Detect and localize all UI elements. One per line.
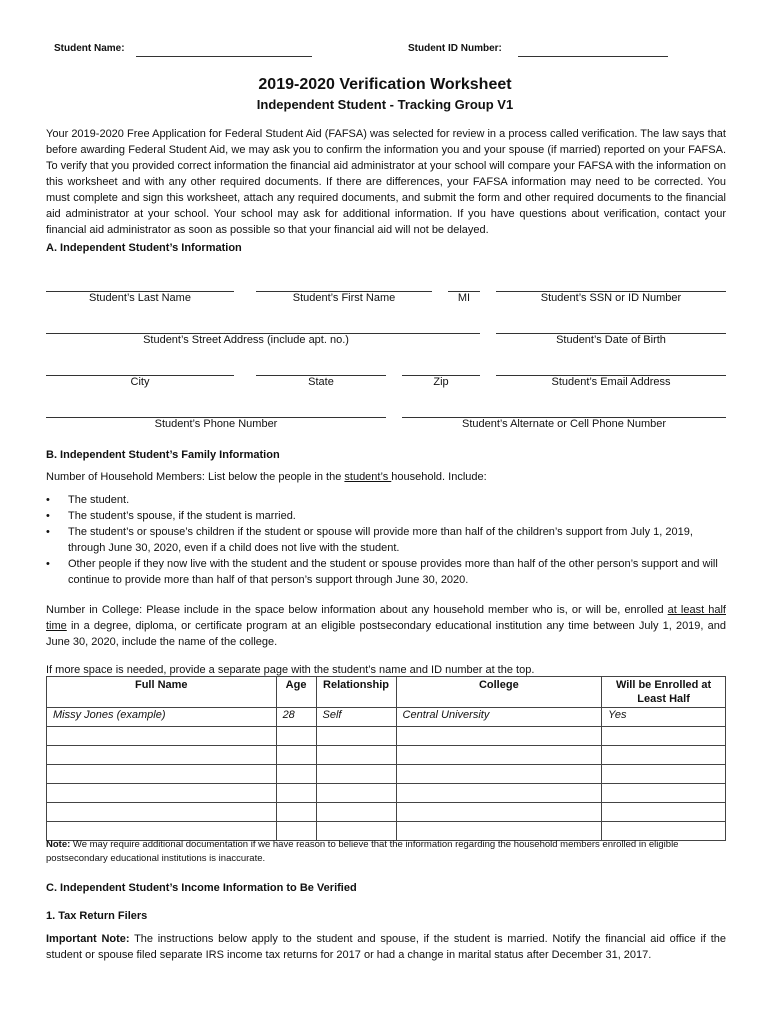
cell-college[interactable]: Central University: [396, 708, 602, 727]
student-name-field[interactable]: [136, 56, 312, 57]
col-age: Age: [276, 677, 316, 708]
college-text-end: in a degree, diploma, or certificate program at an eligible postsecondary educational institution any time between July 1, 2019, and June 30, 2020, include the name of the college.: [46, 620, 726, 648]
cell-relationship[interactable]: [316, 746, 396, 765]
tax-return-filers-heading: 1. Tax Return Filers: [46, 910, 148, 922]
col-relationship: Relationship: [316, 677, 396, 708]
cell-full-name[interactable]: [47, 765, 277, 784]
college-emphasis: at least half time: [46, 604, 726, 632]
state-label: State: [308, 376, 334, 388]
cell-college[interactable]: [396, 727, 602, 746]
cell-age[interactable]: 28: [276, 708, 316, 727]
cell-enrolled[interactable]: [602, 746, 726, 765]
cell-college[interactable]: [396, 784, 602, 803]
list-item: • Other people if they now live with the student and the student or spouse provides more than half of the other person’s support and will continue to provide more than half of that person’s support through June 30, 2020.: [46, 556, 726, 588]
important-note: [46, 931, 726, 963]
household-intro: [46, 471, 726, 483]
last-name-label: Student’s Last Name: [89, 292, 191, 304]
student-id-field[interactable]: [518, 56, 668, 57]
cell-college[interactable]: [396, 803, 602, 822]
important-note-label: Important Note:: [46, 933, 130, 945]
table-row: [47, 727, 726, 746]
phone-label: Student’s Phone Number: [154, 418, 278, 430]
note-label: Note:: [46, 839, 71, 850]
household-intro-text-end: household. Include:: [391, 471, 487, 483]
list-item: • The student’s spouse, if the student is married.: [46, 508, 726, 524]
intro-paragraph: Your 2019-2020 Free Application for Federal Student Aid (FAFSA) was selected for review in a process called verification. The law says that before awarding Federal Student Aid, we may ask you to confirm the information you and your spouse (if married) reported on your FAFSA. To verify that you provided correct information the financial aid administrator at your school will compare your FAFSA with the information on this worksheet and with any other required documents. If there are differences, your FAFSA information may need to be corrected. You must complete and sign this worksheet, attach any required documents, and submit the form and other required documents to the financial aid administrator at your school. Your school may ask for additional information. If you have questions about verification, contact your financial aid administrator as soon as possible so that your financial aid will not be delayed.: [46, 128, 726, 236]
cell-relationship[interactable]: [316, 803, 396, 822]
cell-age[interactable]: [276, 784, 316, 803]
col-college: College: [396, 677, 602, 708]
table-row: [47, 803, 726, 822]
college-text: Number in College: Please include in the space below information about any household member who is, or will be, enrolled: [46, 604, 668, 616]
cell-enrolled[interactable]: [602, 727, 726, 746]
important-note-text: The instructions below apply to the student and spouse, if the student is married. Notify the financial aid office if the student or spouse filed separate IRS income tax returns for 2017 or had a change in marital status after December 31, 2017.: [46, 933, 726, 961]
cell-full-name[interactable]: Missy Jones (example): [47, 708, 277, 727]
cell-relationship[interactable]: [316, 727, 396, 746]
cell-college[interactable]: [396, 746, 602, 765]
cell-full-name[interactable]: [47, 746, 277, 765]
street-address-label: Student’s Street Address (include apt. no.): [143, 334, 349, 346]
list-item: • The student’s or spouse’s children if the student or spouse will provide more than half of the children’s support from July 1, 2019, through June 30, 2020, even if a child does not live with the student.: [46, 524, 726, 556]
cell-enrolled[interactable]: [602, 803, 726, 822]
student-name-label: Student Name:: [54, 43, 125, 54]
cell-relationship[interactable]: [316, 784, 396, 803]
cell-full-name[interactable]: [47, 803, 277, 822]
cell-relationship[interactable]: [316, 765, 396, 784]
email-label: Student’s Email Address: [551, 376, 671, 388]
cell-full-name[interactable]: [47, 727, 277, 746]
section-a-heading: A. Independent Student’s Information: [46, 242, 242, 254]
section-b-heading: B. Independent Student’s Family Information: [46, 449, 280, 461]
household-intro-text: Number of Household Members: List below the people in the: [46, 471, 345, 483]
dob-label: Student’s Date of Birth: [556, 334, 666, 346]
page-subtitle: Independent Student - Tracking Group V1: [256, 97, 514, 112]
note-text: We may require additional documentation if we have reason to believe that the information regarding the household members enrolled in eligible postsecondary educational institutions is inaccurate.: [46, 839, 679, 864]
household-bullet-list: [46, 492, 726, 588]
table-header-row: [47, 677, 726, 708]
col-full-name: Full Name: [47, 677, 277, 708]
list-item: • The student.: [46, 492, 726, 508]
cell-enrolled[interactable]: [602, 765, 726, 784]
alt-phone-label: Student’s Alternate or Cell Phone Number: [461, 418, 667, 430]
cell-college[interactable]: [396, 765, 602, 784]
cell-age[interactable]: [276, 746, 316, 765]
more-space-note: If more space is needed, provide a separate page with the student’s name and ID number at the top.: [46, 664, 535, 676]
section-c-heading: C. Independent Student’s Income Information to Be Verified: [46, 882, 357, 894]
cell-age[interactable]: [276, 727, 316, 746]
cell-age[interactable]: [276, 803, 316, 822]
col-enrolled: Will be Enrolled at Least Half: [602, 677, 726, 708]
number-in-college-paragraph: [46, 602, 726, 650]
cell-full-name[interactable]: [47, 784, 277, 803]
table-note: [46, 838, 726, 866]
household-intro-emphasis: student’s: [344, 471, 392, 483]
zip-label: Zip: [433, 376, 449, 388]
cell-enrolled[interactable]: Yes: [602, 708, 726, 727]
cell-relationship[interactable]: Self: [316, 708, 396, 727]
first-name-label: Student’s First Name: [292, 292, 396, 304]
cell-enrolled[interactable]: [602, 784, 726, 803]
household-table: [46, 676, 726, 841]
page-title: 2019-2020 Verification Worksheet: [258, 76, 512, 93]
cell-age[interactable]: [276, 765, 316, 784]
table-row: [47, 765, 726, 784]
mi-label: MI: [457, 292, 471, 304]
table-row: [47, 746, 726, 765]
student-id-label: Student ID Number:: [408, 43, 502, 54]
table-row: [47, 784, 726, 803]
city-label: City: [130, 376, 150, 388]
ssn-label: Student’s SSN or ID Number: [540, 292, 682, 304]
table-row: [47, 708, 726, 727]
